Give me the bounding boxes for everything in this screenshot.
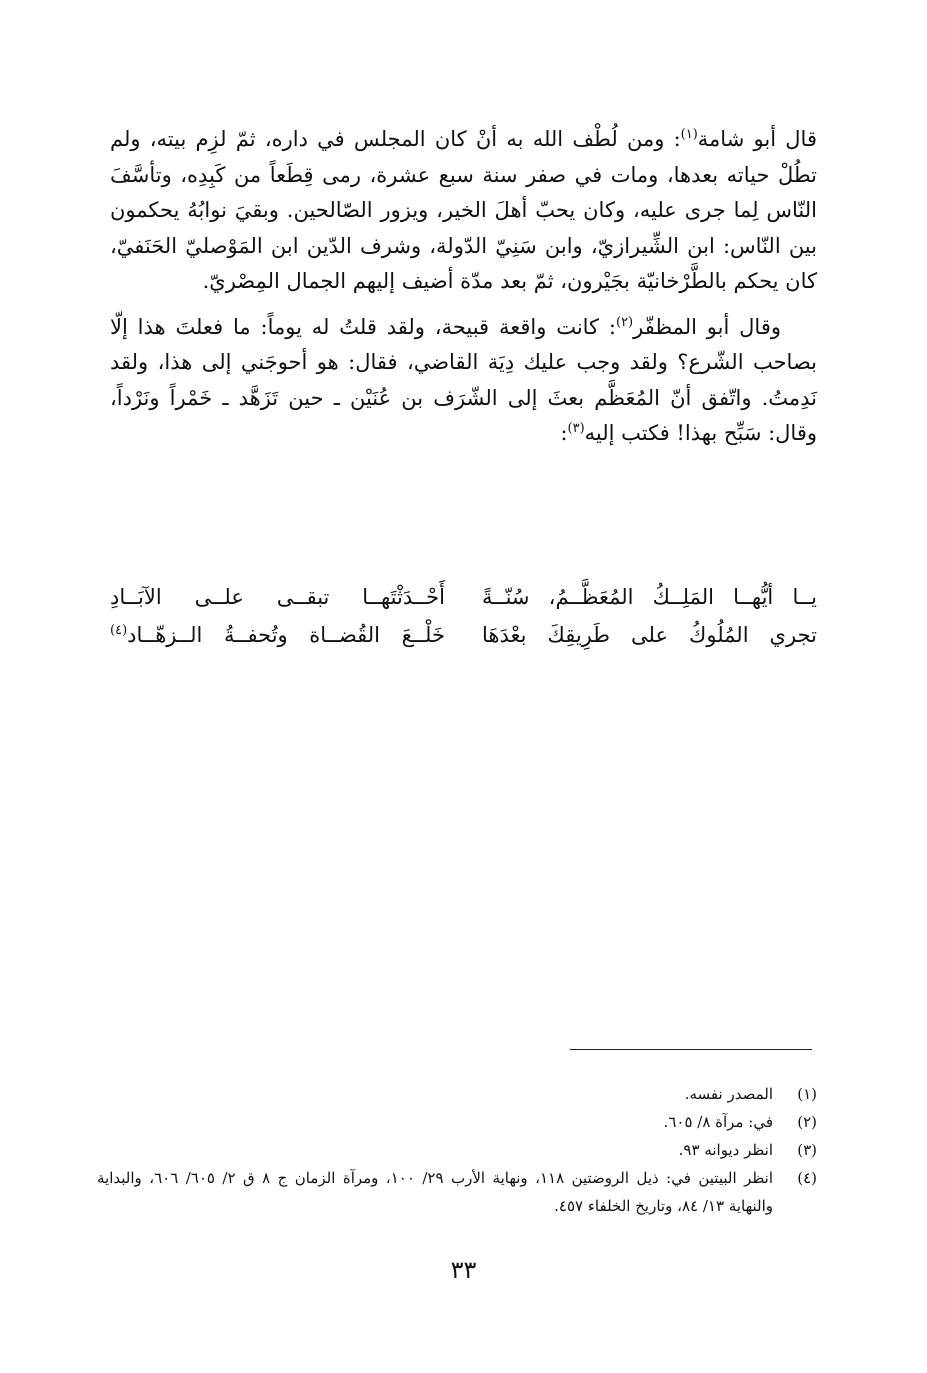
paragraph-text: قال أبو شامة bbox=[697, 127, 817, 151]
paragraph-text: : bbox=[560, 421, 568, 445]
verse bbox=[110, 616, 817, 654]
paragraph-text: : ومن لُطْف الله به أنْ كان المجلس في داره، ثمّ لزِم بيته، ولم تطُلْ حياته بعدها، ومات في صفر سنة سبع عشرة، رمى قِطَعاً من كَبِدِه، وتأسَّفَ النّاس لِما جرى عليه، وكان يحبّ أهلَ الخير، ويزور الصّالحين. وبقيَ نوابُهُ يحكمون بين النّاس: ابن الشِّيرازيّ، وابن سَنِيّ الدّولة، وشرف الدّين ابن المَوْصليّ الحَنَفيّ، كان يحكم بالطَّرْخانيّة بجَيْرون، ثمّ بعد مدّة أضيف إليهم الجمال المِصْريّ. bbox=[110, 127, 817, 293]
footnote-number: (٣) bbox=[797, 1141, 817, 1159]
hemistich-text: خَلْــعَ القُضــاة وتُحفــةُ الــزهّــاد bbox=[127, 623, 445, 647]
verse-first-hemistich: يــا أيُّهــا المَلِــكُ المُعَظَّــمُ، سُنّــةً bbox=[482, 585, 817, 609]
verse-first-hemistich: تجري المُلُوكُ على طَرِيقِكَ بعْدَهَا bbox=[482, 623, 817, 647]
verse-second-hemistich bbox=[110, 616, 445, 654]
footnote-text: المصدر نفسه. bbox=[684, 1085, 773, 1103]
footnotes bbox=[97, 1080, 817, 1220]
footnote bbox=[97, 1080, 817, 1108]
poem bbox=[110, 578, 817, 654]
footnote-text: انظر البيتين في: ذيل الروضتين ١١٨، ونهاية الأرب ٢٩/ ١٠٠، ومرآة الزمان ج ٨ ق ٢/ ٦٠٥/ ٦٠٦، والبداية والنهاية ١٣/ ٨٤، وتاريخ الخلفاء ٤٥٧. bbox=[97, 1169, 774, 1215]
footnote-reference: (١) bbox=[680, 127, 698, 142]
footnote-number: (١) bbox=[797, 1085, 817, 1103]
paragraph-text: وقال أبو المظفّر bbox=[633, 314, 781, 339]
page-number: ٣٣ bbox=[450, 1256, 477, 1284]
footnote-reference: (٣) bbox=[567, 421, 585, 436]
paragraph-abu-muzaffar bbox=[110, 310, 817, 452]
verse-second-hemistich bbox=[110, 578, 445, 616]
paragraph-text: : كانت واقعة قبيحة، ولقد قلتُ له يوماً: ما فعلتَ هذا إلّا بصاحب الشّرع؟ ولقد وجب عليك دِيَة القاضي، فقال: هو أحوجَني إلى هذا، ولقد نَدِمتُ. واتّفق أنّ المُعَظَّم بعثَ إلى الشّرَف بن عُنَيْن ـ حين تَزَهَّد ـ خَمْراً ونَرْداً، وقال: سَبِّح بهذا! فكتب إليه bbox=[110, 314, 817, 445]
footnote bbox=[97, 1164, 817, 1220]
paragraph-abu-shama bbox=[110, 122, 817, 300]
footnote-separator bbox=[570, 1049, 812, 1050]
footnote-reference: (٢) bbox=[615, 314, 634, 330]
footnote-text: انظر ديوانه ٩٣. bbox=[678, 1141, 773, 1159]
footnote-number: (٤) bbox=[797, 1169, 817, 1187]
verse bbox=[110, 578, 817, 616]
footnote-number: (٢) bbox=[797, 1113, 817, 1131]
footnote-reference: (٤) bbox=[110, 623, 128, 638]
footnote-text: في: مرآة ٨/ ٦٠٥. bbox=[663, 1113, 773, 1131]
main-text bbox=[110, 122, 817, 452]
hemistich-text: أَحْــدَثْتَهــا تبقــى علــى الآبَــادِ bbox=[110, 585, 445, 609]
footnote bbox=[97, 1108, 817, 1136]
footnote bbox=[97, 1136, 817, 1164]
